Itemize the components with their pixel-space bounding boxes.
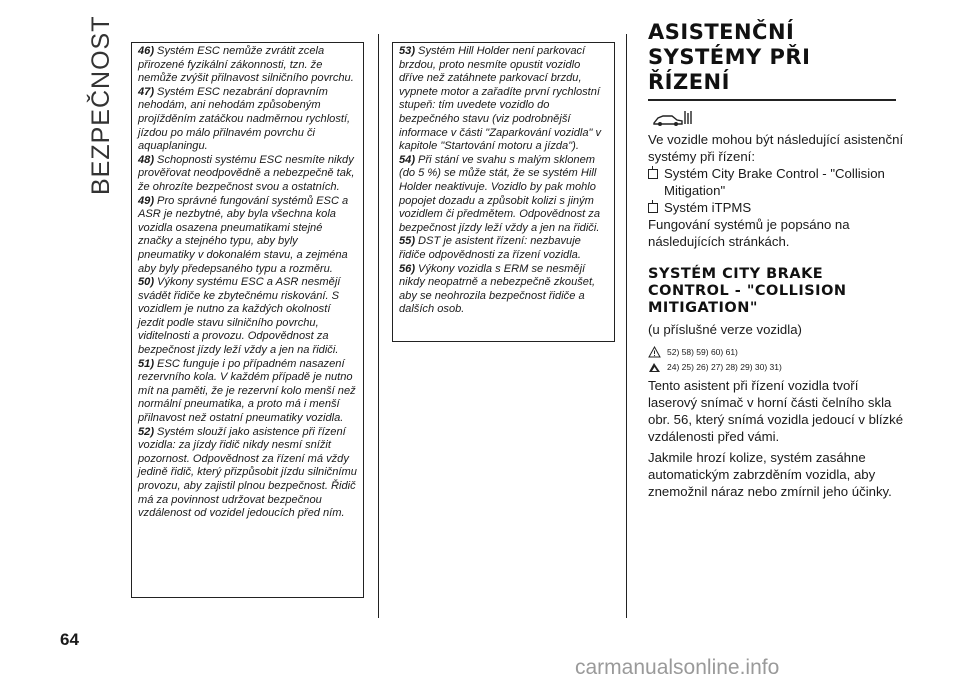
warning-item: 55) DST je asistent řízení: nezbavuje řidiče odpovědnosti za řízení vozidla.	[399, 235, 581, 261]
warning-item: 46) Systém ESC nemůže zvrátit zcela přirozené fyzikální zákonnosti, tzn. že nemůže zvýšit přilnavost silničního povrchu.	[138, 45, 354, 85]
assistance-systems-column	[648, 20, 908, 500]
watermark: carmanualsonline.info	[575, 656, 780, 679]
column-divider-left	[378, 34, 379, 618]
list-item: Systém City Brake Control - "Collision Mitigation"	[648, 165, 908, 199]
intro-text: Ve vozidle mohou být následující asistenční systémy při řízení:	[648, 132, 904, 164]
description-text: Fungování systémů je popsáno na následujících stránkách.	[648, 217, 850, 249]
warning-item: 48) Schopnosti systému ESC nesmíte nikdy prověřovat neodpovědně a nebezpečně tak, že ohrozíte bezpečnost svou a ostatních.	[138, 153, 355, 193]
warning-item: 49) Pro správné fungování systémů ESC a ASR je nezbytné, aby byla všechna kola vozidla osazena pneumatikami stejné značky a stejného typu, aby byly pneumatiky v dokonalém stavu, a zejména aby byly předepsaného typu a rozměru.	[138, 194, 349, 275]
paragraph: Tento asistent při řízení vozidla tvoří laserový snímač v horní části čelního skla obr. 56, který snímá vozidla jedoucí v blízké vzdálenosti před vámi.	[648, 378, 904, 444]
heading-rule	[648, 99, 896, 101]
warning-box-right	[392, 42, 615, 342]
sub-heading: SYSTÉM CITY BRAKE CONTROL - "COLLISION MITIGATION"	[648, 266, 847, 316]
column-divider-right	[626, 34, 627, 618]
car-wrench-icon	[652, 109, 692, 127]
bullet-icon	[648, 203, 658, 213]
paragraph: Jakmile hrozí kolize, systém zasáhne automatickým zabrzděním vozidla, aby znemožnil náraz nebo zmírnil jeho účinky.	[648, 450, 892, 499]
warning-item: 47) Systém ESC nezabrání dopravním nehodám, ani nehodám způsobeným projížděním zatáčkou nadměrnou rychlostí, jízdou po málo přilnavém povrchu či aquaplaningu.	[138, 85, 351, 153]
section-title: BEZPEČNOST	[87, 15, 115, 195]
page-number: 64	[60, 630, 79, 649]
warning-item: 54) Při stání ve svahu s malým sklonem (do 5 %) se může stát, že se systém Hill Holder neaktivuje. Vozidlo by pak mohlo popojet dozadu a způsobit kolizi s jiným vozidlem či předmětem. Odpovědnost za bezpečnost jízdy leží vždy a jen na řidiči.	[399, 153, 601, 234]
warning-triangle-icon	[648, 346, 661, 358]
caution-reference: 24) 25) 26) 27) 28) 29) 30) 31)	[648, 361, 908, 373]
bullet-icon	[648, 169, 658, 179]
version-note: (u příslušné verze vozidla)	[648, 322, 802, 337]
caution-icon	[648, 361, 661, 373]
warning-item: 53) Systém Hill Holder není parkovací brzdou, proto nesmíte opustit vozidlo dříve než zatáhnete parkovací brzdu, vypnete motor a zařadíte první rychlostní stupeň: tím uvedete vozidlo do bezpečného stavu (viz podrobnější informace v části "Zaparkování vozidla" v kapitole "Startování motoru a jízda").	[399, 45, 602, 153]
list-item: Systém iTPMS	[648, 199, 908, 216]
warning-box-left	[131, 42, 364, 598]
warning-item: 52) Systém slouží jako asistence při řízení vozidla: za jízdy řidič nikdy nesmí snížit pozornost. Odpovědnost za řízení má vždy jedině řidič, který přizpůsobit jízdu silničnímu provozu, aby zajistil plnou bezpečnost. Řidič má za povinnost udržovat bezpečnou vzdálenost od vozidel jedoucích před ním.	[138, 425, 357, 520]
warning-item: 50) Výkony systému ESC a ASR nesmějí svádět řidiče ke zbytečnému riskování. S vozidlem je nutno za každých okolností jezdit podle stavu silničního povrchu, viditelnosti a provozu. Odpovědnost za bezpečnost jízdy leží vždy a jen na řidiči.	[138, 276, 341, 357]
warning-item: 51) ESC funguje i po případném nasazení rezervního kola. V každém případě je nutno mít na paměti, že je rezervní kolo menší než normální pneumatika, a proto má i menší přilnavost než ostatní pneumatiky vozidla.	[138, 357, 356, 425]
section-heading: ASISTENČNÍ SYSTÉMY PŘI ŘÍZENÍ	[648, 20, 811, 94]
warning-reference: 52) 58) 59) 60) 61)	[648, 346, 908, 358]
warning-item: 56) Výkony vozidla s ERM se nesmějí nikdy neopatrně a nebezpečně zkoušet, aby se neohrozila bezpečnost řidiče a dalších osob.	[399, 262, 596, 316]
